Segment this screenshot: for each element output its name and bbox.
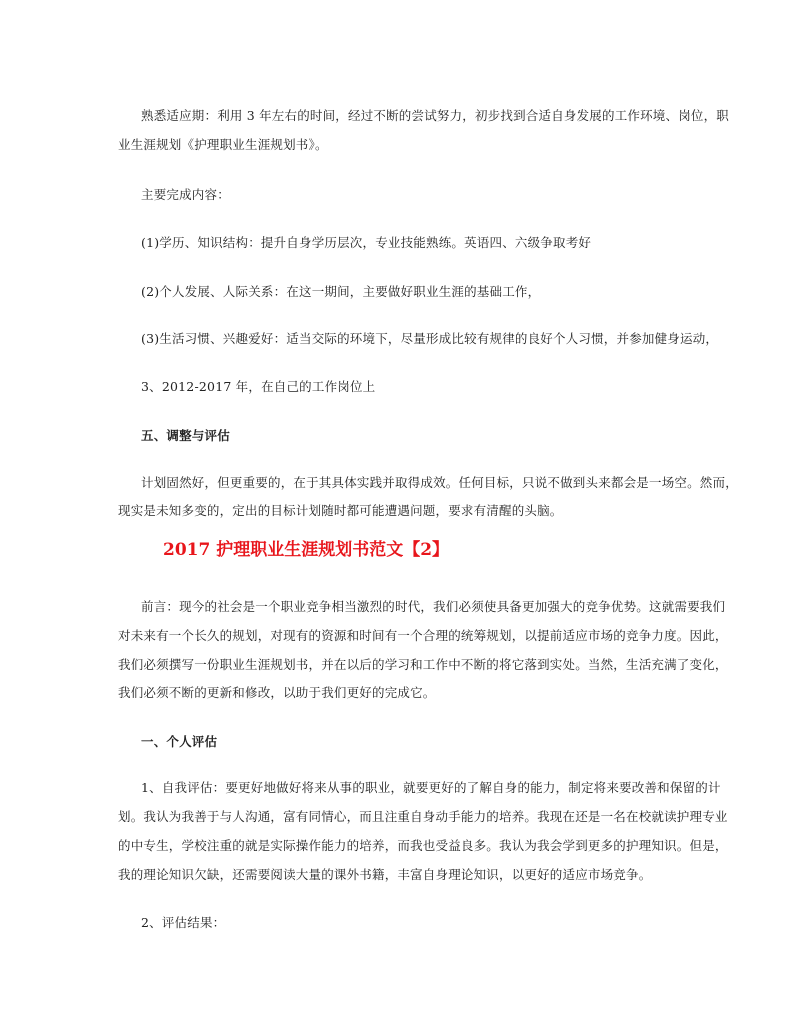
- section-5-paragraph-line-2: 现实是未知多变的，定出的目标计划随时都可能遭遇问题，要求有清醒的头脑。: [118, 503, 563, 518]
- evaluation-result-label: 2、评估结果：: [141, 915, 226, 930]
- preface-line-3: 我们必须撰写一份职业生涯规划书，并在以后的学习和工作中不断的将它落到实处。当然，生活充满了变化，: [118, 657, 728, 672]
- list-item-1: (1)学历、知识结构：提升自身学历层次，专业技能熟练。英语四、六级争取考好: [141, 235, 592, 250]
- preface-line-2: 对未来有一个长久的规划，对现有的资源和时间有一个合理的统筹规划，以提前适应市场的竞争力度。因此，: [118, 628, 728, 643]
- paragraph-adapt-line-1: 熟悉适应期：利用 3 年左右的时间，经过不断的尝试努力，初步找到合适自身发展的工作环境、岗位，职: [141, 108, 730, 123]
- list-item-4: 3、2012-2017 年，在自己的工作岗位上: [141, 379, 376, 394]
- self-evaluation-line-3: 的中专生，学校注重的就是实际操作能力的培养，而我也受益良多。我认为我会学到更多的护理知识。但是，: [118, 838, 728, 853]
- list-item-3: (3)生活习惯、兴趣爱好：适当交际的环境下，尽量形成比较有规律的良好个人习惯，并参加健身运动，: [141, 331, 719, 346]
- self-evaluation-line-4: 我的理论知识欠缺，还需要阅读大量的课外书籍，丰富自身理论知识，以更好的适应市场竞争。: [118, 867, 652, 882]
- list-item-2: (2)个人发展、人际关系：在这一期间，主要做好职业生涯的基础工作，: [141, 284, 541, 299]
- section-5-heading: 五、调整与评估: [141, 428, 230, 443]
- paragraph-adapt-line-2: 业生涯规划《护理职业生涯规划书》。: [118, 137, 328, 152]
- self-evaluation-line-2: 划。我认为我善于与人沟通，富有同情心，而且注重自身动手能力的培养。我现在还是一名在校就读护理专业: [118, 809, 728, 824]
- section-5-paragraph-line-1: 计划固然好，但更重要的，在于其具体实践并取得成效。任何目标，只说不做到头来都会是一场空。然而，: [141, 475, 738, 490]
- article-2-title: 2017 护理职业生涯规划书范文【2】: [163, 540, 450, 560]
- personal-evaluation-heading: 一、个人评估: [141, 734, 218, 749]
- self-evaluation-line-1: 1、自我评估：要更好地做好将来从事的职业，就要更好的了解自身的能力，制定将来要改善和保留的计: [141, 780, 721, 795]
- preface-line-4: 我们必须不断的更新和修改，以助于我们更好的完成它。: [118, 685, 436, 700]
- preface-line-1: 前言：现今的社会是一个职业竞争相当激烈的时代，我们必须使具备更加强大的竞争优势。这就需要我们: [141, 599, 726, 614]
- main-content-label: 主要完成内容：: [141, 187, 230, 202]
